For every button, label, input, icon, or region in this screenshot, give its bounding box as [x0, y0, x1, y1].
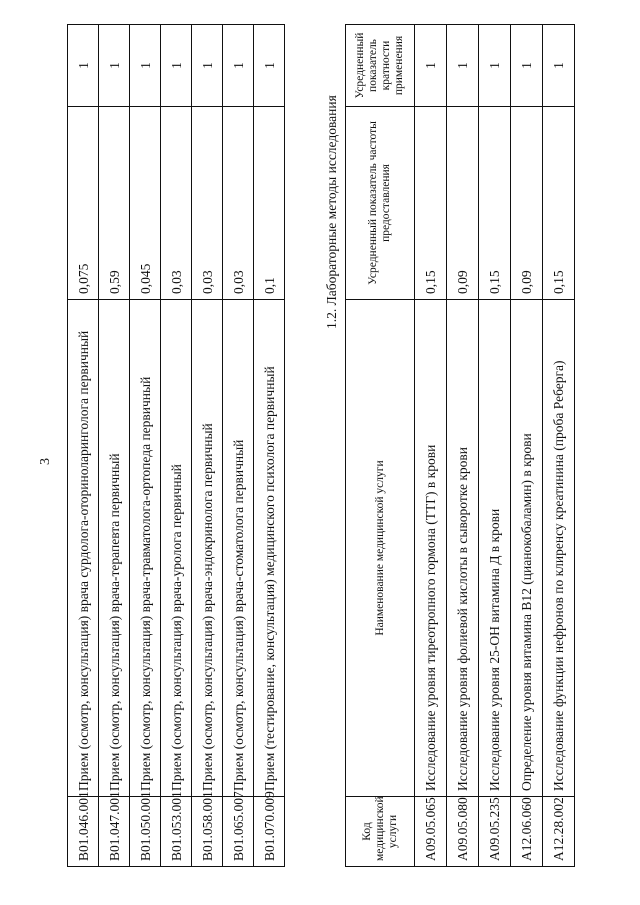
- table-row: [130, 25, 161, 867]
- table-row: [415, 25, 447, 867]
- service-name: Исследование уровня 25-OH витамина Д в крови: [479, 300, 511, 797]
- multiplicity-value: 1: [511, 25, 543, 107]
- frequency-value: 0,09: [447, 107, 479, 300]
- laboratory-methods-table: [345, 24, 575, 867]
- service-name: Прием (осмотр, консультация) врача-терапевта первичный: [99, 300, 130, 797]
- frequency-value: 0,03: [192, 107, 223, 300]
- table-row: [99, 25, 130, 867]
- service-code: B01.058.001: [192, 797, 223, 867]
- table-row: [447, 25, 479, 867]
- consultation-services-body: [68, 25, 285, 867]
- multiplicity-value: 1: [130, 25, 161, 107]
- service-code: A12.28.002: [543, 797, 575, 867]
- multiplicity-value: 1: [415, 25, 447, 107]
- service-code: B01.047.001: [99, 797, 130, 867]
- service-name: Прием (осмотр, консультация) врача-эндокринолога первичный: [192, 300, 223, 797]
- frequency-value: 0,15: [543, 107, 575, 300]
- page-number: 3: [38, 458, 53, 465]
- multiplicity-value: 1: [192, 25, 223, 107]
- service-code: B01.046.001: [68, 797, 99, 867]
- service-name: Определение уровня витамина B12 (цианокобаламин) в крови: [511, 300, 543, 797]
- service-name: Исследование уровня тиреотропного гормона (ТТГ) в крови: [415, 300, 447, 797]
- header-multiplicity: Усредненный показатель кратности применения: [346, 25, 415, 107]
- multiplicity-value: 1: [99, 25, 130, 107]
- frequency-value: 0,03: [223, 107, 254, 300]
- multiplicity-value: 1: [543, 25, 575, 107]
- service-name: Прием (осмотр, консультация) врача сурдолога-оториноларинголога первичный: [68, 300, 99, 797]
- service-code: B01.065.007: [223, 797, 254, 867]
- multiplicity-value: 1: [447, 25, 479, 107]
- frequency-value: 0,59: [99, 107, 130, 300]
- multiplicity-value: 1: [223, 25, 254, 107]
- service-name: Исследование функции нефронов по клиренсу креатинина (проба Реберга): [543, 300, 575, 797]
- multiplicity-value: 1: [254, 25, 285, 107]
- service-code: A12.06.060: [511, 797, 543, 867]
- service-code: A09.05.080: [447, 797, 479, 867]
- table-row: [192, 25, 223, 867]
- table-row: [511, 25, 543, 867]
- header-frequency: Усредненный показатель частоты предоставления: [346, 107, 415, 300]
- service-code: B01.053.001: [161, 797, 192, 867]
- table-header-row: [346, 25, 415, 867]
- service-name: Прием (осмотр, консультация) врача-стоматолога первичный: [223, 300, 254, 797]
- frequency-value: 0,1: [254, 107, 285, 300]
- service-code: A09.05.235: [479, 797, 511, 867]
- frequency-value: 0,03: [161, 107, 192, 300]
- frequency-value: 0,09: [511, 107, 543, 300]
- table-row: [68, 25, 99, 867]
- multiplicity-value: 1: [479, 25, 511, 107]
- header-name: Наименование медицинской услуги: [346, 300, 415, 797]
- table-row: [479, 25, 511, 867]
- service-code: B01.050.001: [130, 797, 161, 867]
- section-heading: 1.2. Лабораторные методы исследования: [324, 95, 339, 329]
- header-code: Код медицинской услуги: [346, 797, 415, 867]
- table-row: [161, 25, 192, 867]
- multiplicity-value: 1: [161, 25, 192, 107]
- service-code: A09.05.065: [415, 797, 447, 867]
- consultation-services-table: [67, 24, 285, 867]
- table-row: [223, 25, 254, 867]
- frequency-value: 0,045: [130, 107, 161, 300]
- service-name: Исследование уровня фолиевой кислоты в сыворотке крови: [447, 300, 479, 797]
- multiplicity-value: 1: [68, 25, 99, 107]
- service-name: Прием (осмотр, консультация) врача-уролога первичный: [161, 300, 192, 797]
- service-name: Прием (осмотр, консультация) врача-травматолога-ортопеда первичный: [130, 300, 161, 797]
- frequency-value: 0,15: [415, 107, 447, 300]
- frequency-value: 0,15: [479, 107, 511, 300]
- table-row: [254, 25, 285, 867]
- service-name: Прием (тестирование, консультация) медицинского психолога первичный: [254, 300, 285, 797]
- table-row: [543, 25, 575, 867]
- frequency-value: 0,075: [68, 107, 99, 300]
- service-code: B01.070.009: [254, 797, 285, 867]
